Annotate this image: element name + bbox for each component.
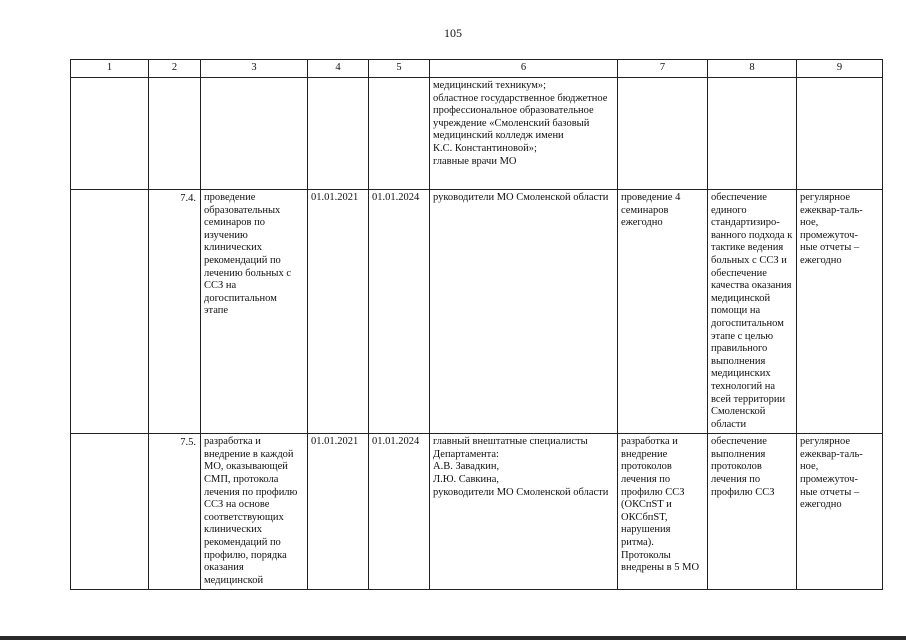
cell-text-line: правильного — [711, 343, 768, 355]
cell-text-line: единого — [711, 204, 747, 216]
cell-text-line: внедрены в 5 МО — [621, 562, 700, 574]
cell-text-line: ритма). — [621, 537, 654, 549]
cell-start-date: 01.01.2021 — [308, 434, 369, 590]
cell-text-line: изучению — [204, 229, 248, 241]
cell-text-line: качества оказания — [711, 280, 792, 292]
cell-responsible — [430, 434, 618, 590]
cell-text-line: профилю ССЗ — [621, 486, 685, 498]
cell-start-date: 01.01.2021 — [308, 190, 369, 434]
cell-text-line: клинических — [204, 524, 263, 536]
cell-text-line: промежуточ- — [800, 229, 858, 241]
cell-text-line: образовательных — [204, 204, 281, 216]
cell-text-line: профилю ССЗ — [711, 486, 775, 498]
cell-text-line: этапе — [204, 305, 229, 317]
page-number: 105 — [444, 26, 462, 40]
cell-result — [618, 190, 708, 434]
header-col-8: 8 — [708, 60, 797, 78]
cell-text-line: оказания — [204, 562, 244, 574]
cell-text-line: (ОКСпST и — [621, 499, 672, 511]
cell-text-line: учреждение «Смоленский базовый — [433, 117, 590, 129]
cell-text-line: СМП, протокола — [204, 474, 279, 486]
plan-table — [70, 59, 883, 590]
cell-text-line: нарушения — [621, 524, 671, 536]
header-col-5: 5 — [369, 60, 430, 78]
cell-text-line: регулярное — [800, 436, 850, 448]
cell-text-line: выполнения — [711, 448, 766, 460]
header-col-3: 3 — [201, 60, 308, 78]
cell-text-line: медицинских — [711, 368, 771, 380]
cell-text-line: К.С. Константиновой»; — [433, 142, 537, 154]
cell-text-line: рекомендаций по — [204, 537, 281, 549]
cell-end-date — [369, 78, 430, 190]
cell-text-line: промежуточ- — [800, 474, 858, 486]
cell-item-number: 7.5. — [149, 434, 201, 590]
cell-section — [71, 190, 149, 434]
cell-text-line: ные отчеты – — [800, 242, 860, 254]
cell-text-line: медицинский колледж имени — [433, 130, 564, 142]
cell-text-line: главные врачи МО — [433, 155, 517, 167]
cell-text-line: проведение 4 — [621, 192, 681, 203]
cell-text-line: Департамента: — [433, 448, 499, 460]
cell-text-line: ежегодно — [800, 499, 842, 511]
cell-text-line: стандартизиро- — [711, 217, 780, 229]
cell-text-line: выполнения — [711, 355, 766, 367]
cell-activity — [201, 190, 308, 434]
cell-text-line: разработка и — [204, 436, 261, 448]
cell-text-line: Протоколы — [621, 549, 671, 561]
cell-item-number — [149, 78, 201, 190]
cell-control — [797, 78, 883, 190]
cell-text-line: Смоленской — [711, 406, 766, 418]
cell-text-line: лечению больных с — [204, 267, 291, 279]
cell-text-line: помощи на — [711, 305, 761, 317]
cell-text-line: рекомендаций по — [204, 254, 281, 266]
cell-responsible — [430, 78, 618, 190]
cell-text-line: протоколов — [621, 461, 672, 473]
table-row — [71, 190, 883, 434]
header-col-6: 6 — [430, 60, 618, 78]
cell-text-line: соответствующих — [204, 511, 284, 523]
table-row — [71, 78, 883, 190]
cell-text-line: медицинской — [204, 574, 264, 586]
cell-responsible — [430, 190, 618, 434]
cell-text-line: медицинской — [711, 292, 771, 304]
cell-end-date: 01.01.2024 — [369, 190, 430, 434]
cell-text-line: лечения по профилю — [204, 486, 298, 498]
cell-text-line: профилю, порядка — [204, 549, 287, 561]
cell-text-line: протоколов — [711, 461, 762, 473]
cell-text-line: обеспечение — [711, 192, 767, 203]
cell-text-line: ОКСбпST, — [621, 511, 668, 523]
cell-item-number: 7.4. — [149, 190, 201, 434]
cell-text-line: внедрение — [621, 448, 668, 460]
cell-text-line: догоспитальном — [204, 292, 277, 304]
cell-activity — [201, 434, 308, 590]
cell-control — [797, 434, 883, 590]
header-col-2: 2 — [149, 60, 201, 78]
cell-text-line: лечения по — [711, 474, 761, 486]
cell-text-line: А.В. Завадкин, — [433, 461, 500, 473]
cell-text-line: руководители МО Смоленской области — [433, 192, 609, 203]
cell-result — [618, 434, 708, 590]
cell-text-line: ное, — [800, 461, 819, 473]
cell-text-line: обеспечение — [711, 436, 767, 448]
cell-text-line: разработка и — [621, 436, 678, 448]
cell-result — [618, 78, 708, 190]
cell-text-line: МО, оказывающей — [204, 461, 288, 473]
cell-text-line: Л.Ю. Савкина, — [433, 474, 500, 486]
cell-text-line: догоспитальном — [711, 317, 784, 329]
cell-text-line: профессиональное образовательное — [433, 105, 594, 117]
cell-text-line: ССЗ на — [204, 280, 237, 292]
cell-text-line: проведение — [204, 192, 256, 203]
cell-text-line: тактике ведения — [711, 242, 784, 254]
scan-edge — [0, 636, 906, 640]
cell-text-line: области — [711, 418, 747, 430]
cell-text-line: технологий на — [711, 380, 776, 392]
cell-text-line: ежегодно — [800, 254, 842, 266]
cell-text-line: лечения по — [621, 474, 671, 486]
cell-text-line: обеспечение — [711, 267, 767, 279]
cell-text-line: регулярное — [800, 192, 850, 203]
cell-section — [71, 78, 149, 190]
cell-characteristic — [708, 78, 797, 190]
cell-text-line: семинаров по — [204, 217, 265, 229]
cell-text-line: ные отчеты – — [800, 486, 860, 498]
header-col-4: 4 — [308, 60, 369, 78]
header-row — [71, 60, 883, 78]
cell-text-line: руководители МО Смоленской области — [433, 486, 609, 498]
cell-text-line: ежеквар-таль- — [800, 204, 863, 216]
cell-text-line: клинических — [204, 242, 263, 254]
header-col-9: 9 — [797, 60, 883, 78]
cell-text-line: всей территории — [711, 393, 786, 405]
cell-text-line: областное государственное бюджетное — [433, 92, 608, 104]
cell-characteristic — [708, 190, 797, 434]
cell-text-line: внедрение в каждой — [204, 448, 294, 460]
cell-text-line: ССЗ на основе — [204, 499, 270, 511]
cell-text-line: больных с ССЗ и — [711, 254, 787, 266]
cell-text-line: ежеквар-таль- — [800, 448, 863, 460]
cell-end-date: 01.01.2024 — [369, 434, 430, 590]
cell-text-line: главный внештатные специалисты — [433, 436, 588, 448]
header-col-1: 1 — [71, 60, 149, 78]
cell-text-line: ное, — [800, 217, 819, 229]
cell-characteristic — [708, 434, 797, 590]
cell-text-line: ежегодно — [621, 217, 663, 229]
cell-text-line: ванного подхода к — [711, 229, 793, 241]
cell-section — [71, 434, 149, 590]
cell-text-line: медицинский техникум»; — [433, 80, 547, 91]
table-row — [71, 434, 883, 590]
header-col-7: 7 — [618, 60, 708, 78]
cell-start-date — [308, 78, 369, 190]
cell-control — [797, 190, 883, 434]
cell-activity — [201, 78, 308, 190]
cell-text-line: этапе с целью — [711, 330, 774, 342]
cell-text-line: семинаров — [621, 204, 669, 216]
